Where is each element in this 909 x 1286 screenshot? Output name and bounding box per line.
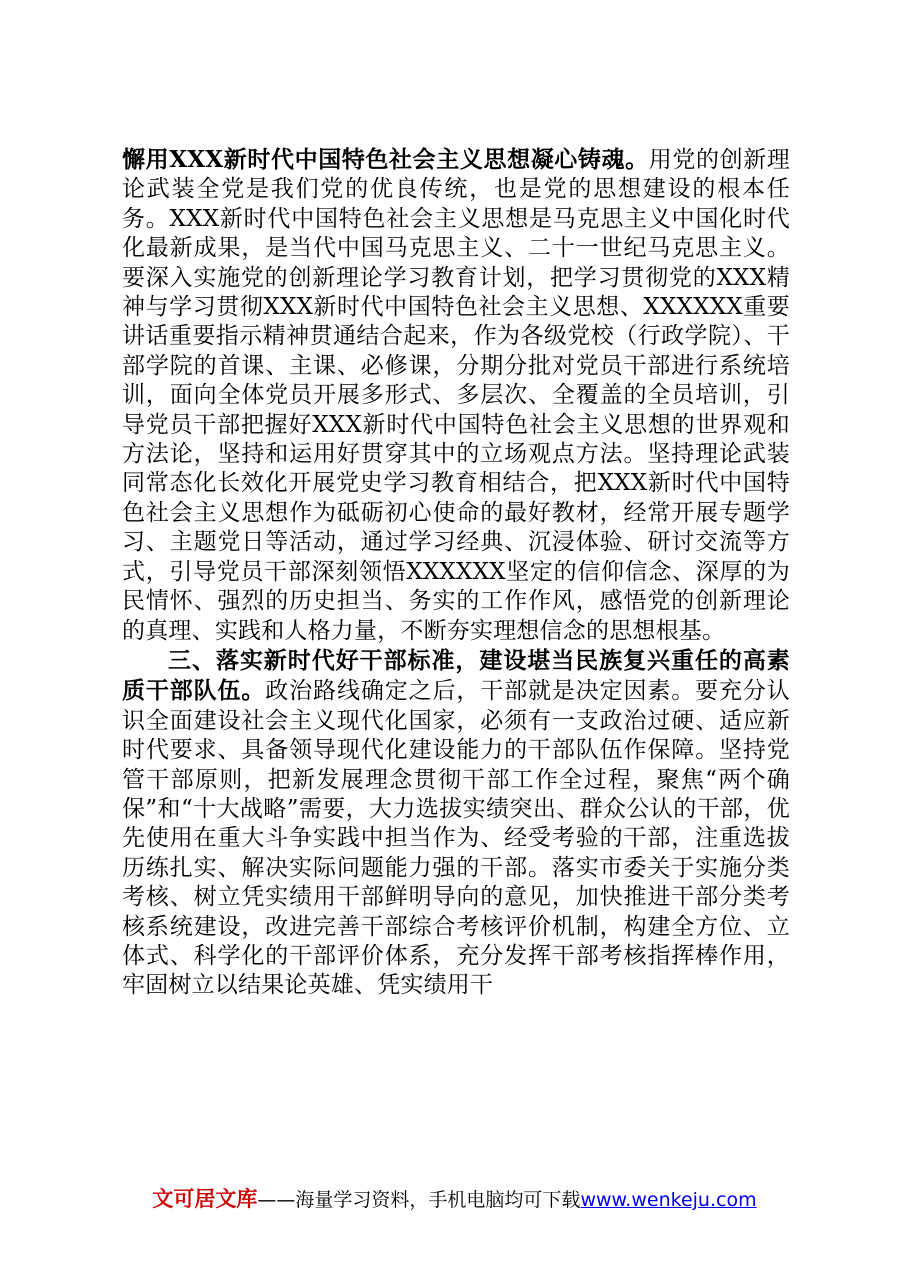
section-heading: 三、落实新时代好干部标准，建设堪当民族复兴重任的高素质干部队伍。	[122, 646, 790, 705]
paragraph-theory	[122, 145, 790, 646]
footer-link[interactable]: www.wenkeju.com	[580, 1189, 757, 1211]
footer-banner	[0, 1183, 909, 1213]
footer-brand: 文可居文库	[152, 1187, 258, 1211]
paragraph-text: 用党的创新理论武装全党是我们党的优良传统，也是党的思想建设的根本任务。XXX新时代中国特色社会主义思想是马克思主义中国化时代化最新成果，是当代中国马克思主义、二十一世纪马克思主义。要深入实施党的创新理论学习教育计划，把学习贯彻党的XXX精神与学习贯彻XXX新时代中国特色社会主义思想、XXXXXX重要讲话重要指示精神贯通结合起来，作为各级党校（行政学院）、干部学院的首课、主课、必修课，分期分批对党员干部进行系统培训，面向全体党员开展多形式、多层次、全覆盖的全员培训，引导党员干部把握好XXX新时代中国特色社会主义思想的世界观和方法论，坚持和运用好贯穿其中的立场观点方法。坚持理论武装同常态化长效化开展党史学习教育相结合，把XXX新时代中国特色社会主义思想作为砥砺初心使命的最好教材，经常开展专题学习、主题党日等活动，通过学习经典、沉浸体验、研讨交流等方式，引导党员干部深刻领悟XXXXXX坚定的信仰信念、深厚的为民情怀、强烈的历史担当、务实的工作作风，感悟党的创新理论的真理、实践和人格力量，不断夯实理想信念的思想根基。	[122, 147, 790, 644]
footer-tagline: ——海量学习资料，手机电脑均可下载	[257, 1189, 581, 1211]
paragraph-text: 政治路线确定之后，干部就是决定因素。要充分认识全面建设社会主义现代化国家，必须有一支政治过硬、适应新时代要求、具备领导现代化建设能力的干部队伍作保障。坚持党管干部原则，把新发展理念贯彻干部工作全过程，聚焦“两个确保”和“十大战略”需要，大力选拔实绩突出、群众公认的干部，优先使用在重大斗争实践中担当作为、经受考验的干部，注重选拔历练扎实、解决实际问题能力强的干部。落实市委关于实施分类考核、树立凭实绩用干部鲜明导向的意见，加快推进干部分类考核系统建设，改进完善干部综合考核评价机制，构建全方位、立体式、科学化的干部评价体系，充分发挥干部考核指挥棒作用，牢固树立以结果论英雄、凭实绩用干	[122, 678, 791, 999]
paragraph-cadre	[122, 646, 790, 1001]
paragraph-lead-heading: 懈用XXX新时代中国特色社会主义思想凝心铸魂。	[122, 146, 649, 173]
document-body	[122, 145, 790, 1001]
